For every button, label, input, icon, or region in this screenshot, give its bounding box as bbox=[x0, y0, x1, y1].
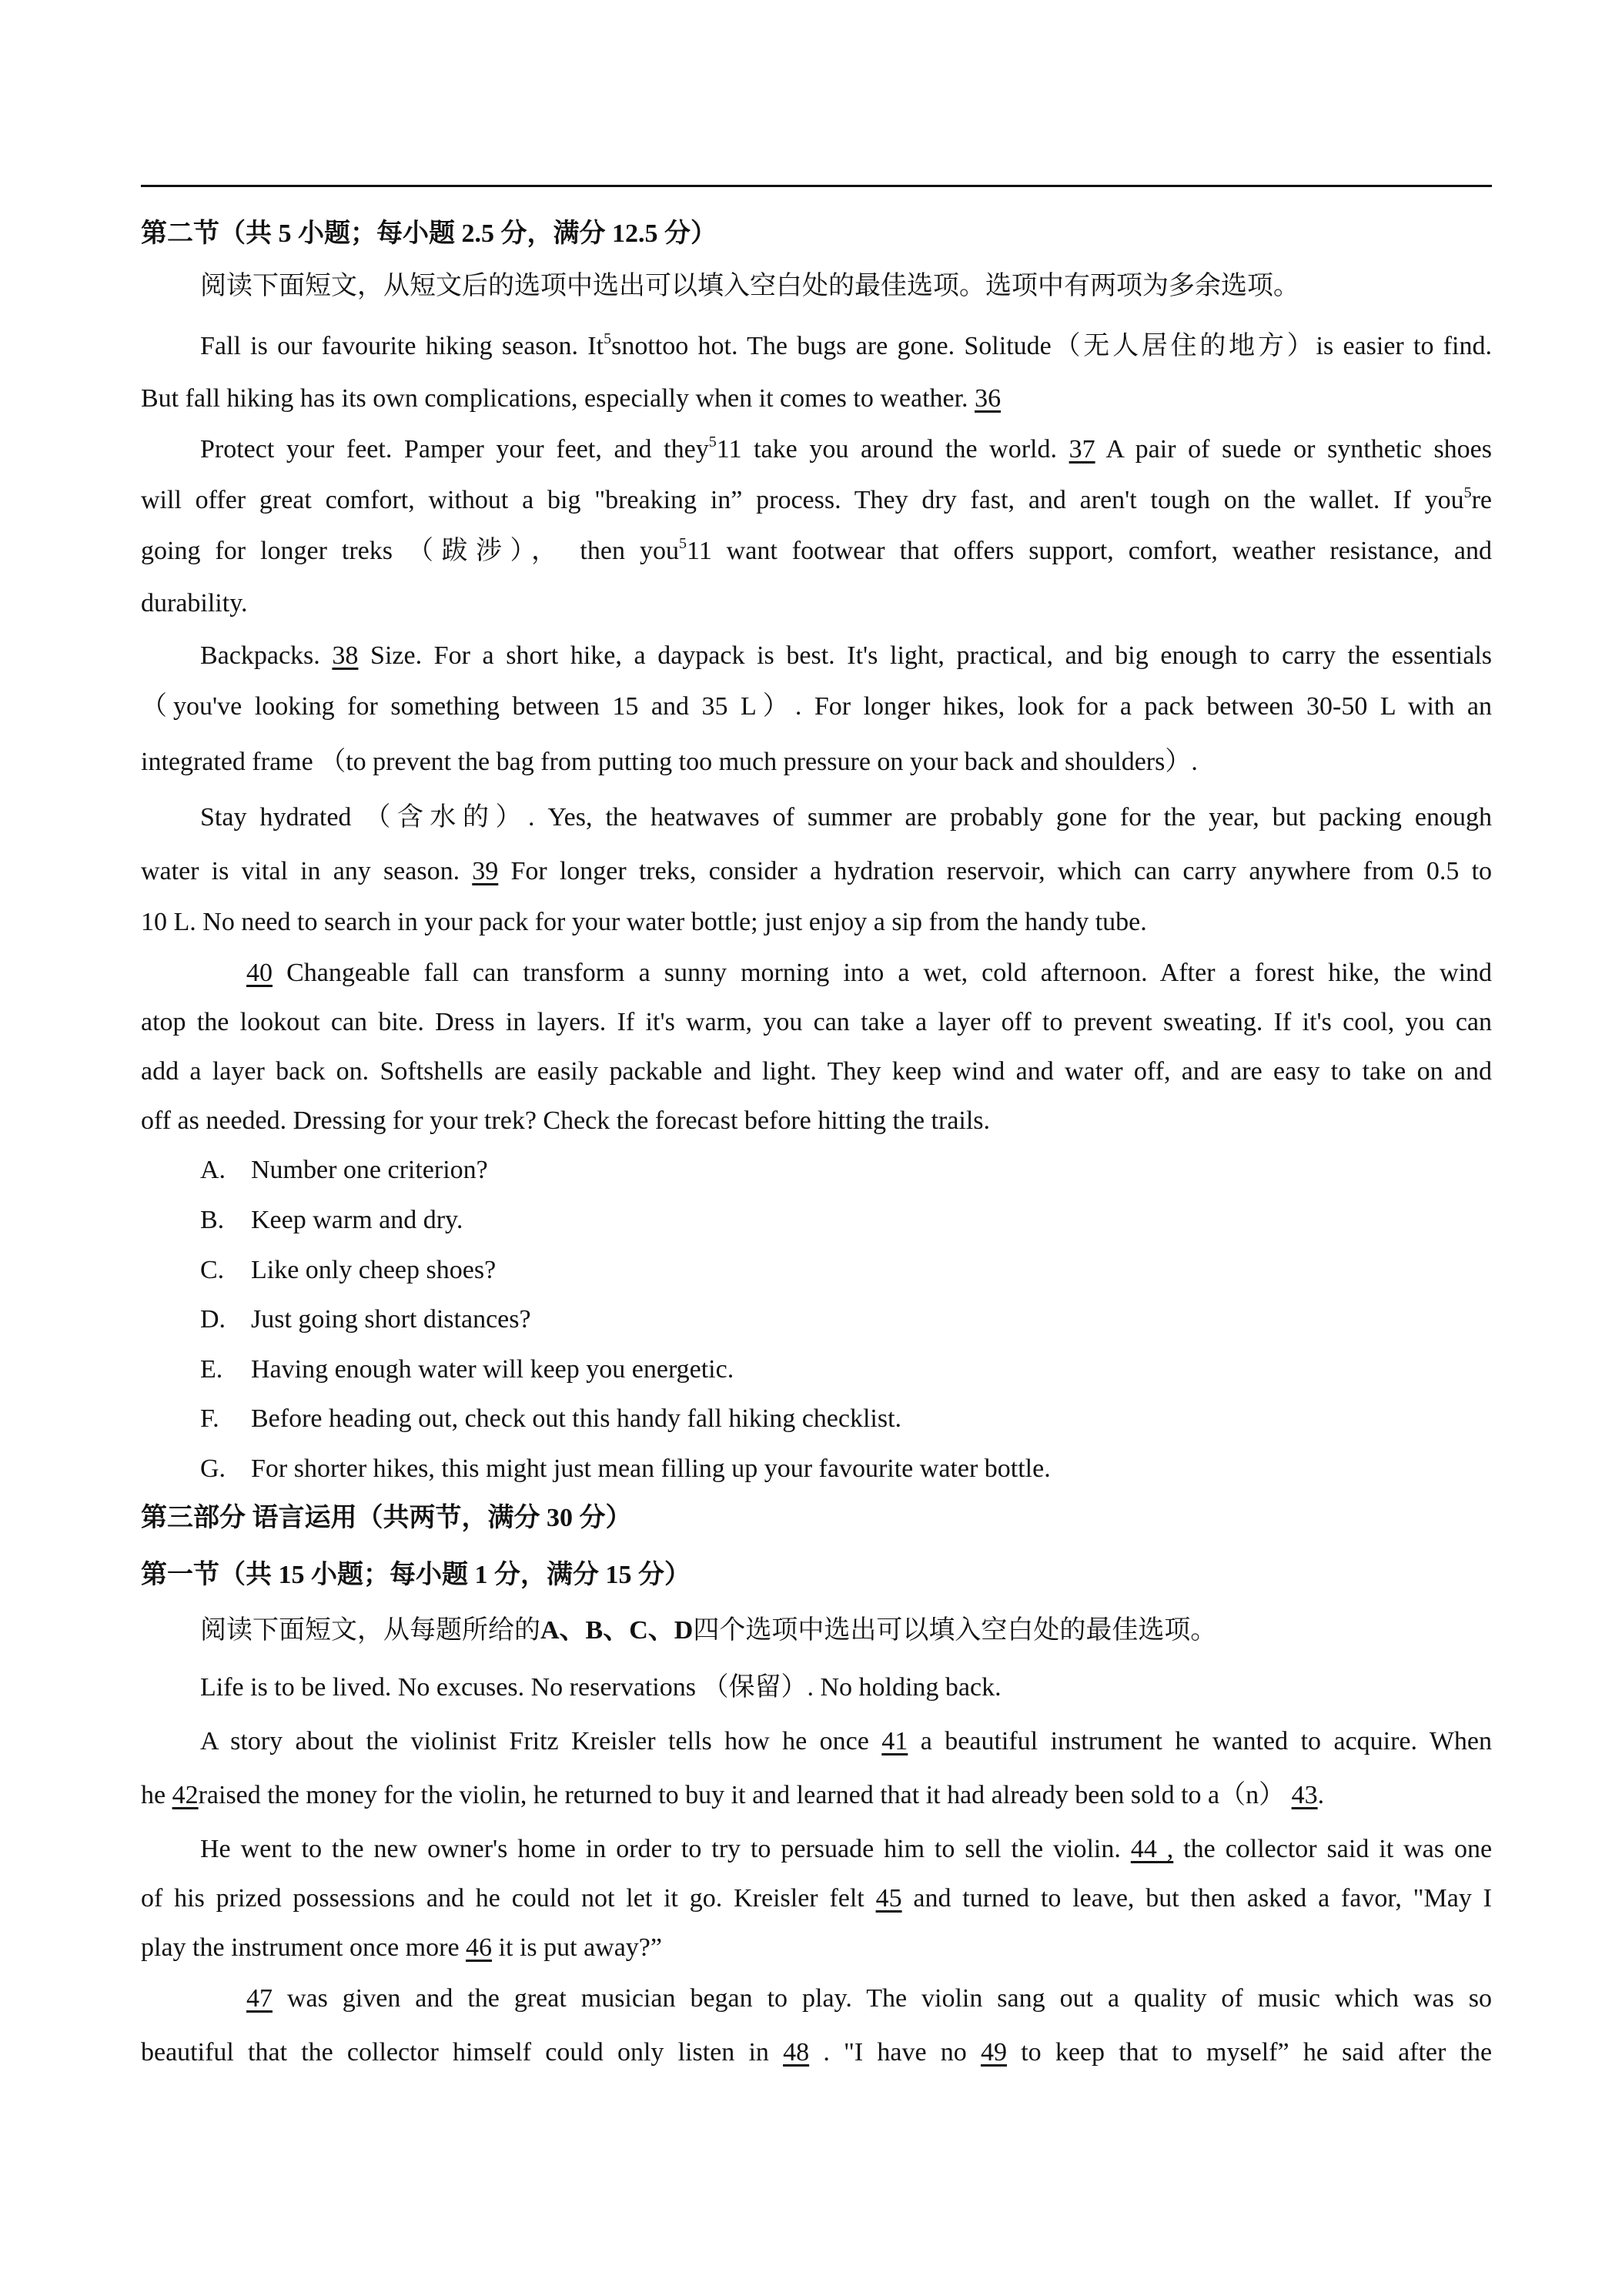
option-f: F. Before heading out, check out this handy fall hiking checklist. bbox=[200, 1404, 902, 1433]
passage2-q3-line1: He went to the new owner's home in order to try to persuade him to sell the violin. 44 , the collector said it was one bbox=[200, 1835, 1493, 1863]
passage2-q2-line2: he 42raised the money for the violin, he returned to buy it and learned that it had already been sold to a（n） 43. bbox=[141, 1781, 1325, 1809]
passage1-p2-line3: going for longer treks （跋涉）， then you$^5$11 want footwear that offers support, comfort, weather resistance, and bbox=[141, 535, 1493, 565]
option-c: C. Like only cheep shoes? bbox=[200, 1256, 497, 1284]
passage1-p3-line2: （you've looking for something between 15 and 35 L）. For longer hikes, look for a pack between 30-50 L with an bbox=[141, 692, 1492, 721]
blank-42: 42 bbox=[172, 1781, 199, 1809]
section1-instructions: 阅读下面短文，从每题所给的A、B、C、D四个选项中选出可以填入空白处的最佳选项。 bbox=[200, 1616, 1217, 1645]
passage1-p2-line4: durability. bbox=[141, 589, 248, 618]
blank-49: 49 bbox=[980, 2038, 1007, 2067]
passage1-p5-line4: off as needed. Dressing for your trek? Check the forecast before hitting the trails. bbox=[141, 1106, 991, 1135]
section1-heading: 第一节（共 15 小题；每小题 1 分，满分 15 分） bbox=[141, 1561, 691, 1589]
passage2-q4-line1: 47 was given and the great musician began to play. The violin sang out a quality of music which was so bbox=[246, 1984, 1493, 2013]
passage2-q3-line2: of his prized possessions and he could not let it go. Kreisler felt 45 and turned to leave, but then asked a favor, "May I bbox=[141, 1884, 1492, 1913]
passage1-p3-line3: integrated frame （to prevent the bag from putting too much pressure on your back and shoulders）. bbox=[141, 748, 1198, 776]
section2-instructions: 阅读下面短文，从短文后的选项中选出可以填入空白处的最佳选项。选项中有两项为多余选项。 bbox=[200, 272, 1299, 300]
option-g: G. For shorter hikes, this might just mean filling up your favourite water bottle. bbox=[200, 1454, 1051, 1483]
blank-45: 45 bbox=[875, 1884, 902, 1913]
blank-47: 47 bbox=[246, 1984, 273, 2013]
passage1-p2-line1: Protect your feet. Pamper your feet, and they$^5$11 take you around the world. 37 A pair of suede or synthetic shoes bbox=[200, 433, 1493, 464]
passage1-p4-line3: 10 L. No need to search in your pack for your water bottle; just enjoy a sip from the handy tube. bbox=[141, 908, 1147, 936]
passage1-p4-line2: water is vital in any season. 39 For longer treks, consider a hydration reservoir, which can carry anywhere from 0.5 to bbox=[141, 857, 1493, 885]
passage1-p5-line1: 40 Changeable fall can transform a sunny morning into a wet, cold afternoon. After a forest hike, the wind bbox=[246, 959, 1493, 987]
part3-heading: 第三部分 语言运用（共两节，满分 30 分） bbox=[141, 1504, 632, 1532]
section2-heading: 第二节（共 5 小题；每小题 2.5 分，满分 12.5 分） bbox=[141, 219, 717, 248]
blank-40: 40 bbox=[246, 959, 273, 987]
blank-37: 37 bbox=[1069, 435, 1095, 464]
blank-38: 38 bbox=[332, 641, 359, 670]
blank-36: 36 bbox=[975, 384, 1002, 413]
passage2-q4-line2: beautiful that the collector himself could only listen in 48 . "I have no 49 to keep that to myself” he said after the bbox=[141, 2038, 1493, 2067]
option-d: D. Just going short distances? bbox=[200, 1305, 531, 1334]
passage1-p1-line2: But fall hiking has its own complications, especially when it comes to weather. 36 bbox=[141, 384, 1002, 413]
blank-44: 44 , bbox=[1130, 1835, 1174, 1863]
blank-43: 43 bbox=[1291, 1781, 1318, 1809]
blank-46: 46 bbox=[466, 1933, 493, 1962]
passage2-q2-line1: A story about the violinist Fritz Kreisler tells how he once 41 a beautiful instrument he wanted to acquire. When bbox=[200, 1727, 1493, 1755]
option-b: B. Keep warm and dry. bbox=[200, 1206, 463, 1234]
passage1-p3-line1: Backpacks. 38 Size. For a short hike, a daypack is best. It's light, practical, and big enough to carry the essentials bbox=[200, 641, 1493, 670]
passage1-p4-line1: Stay hydrated （含水的）. Yes, the heatwaves of summer are probably gone for the year, but packing enough bbox=[200, 803, 1492, 832]
passage1-p5-line3: add a layer back on. Softshells are easily packable and light. They keep wind and water off, and are easy to take on and bbox=[141, 1057, 1492, 1086]
blank-41: 41 bbox=[881, 1727, 908, 1755]
blank-39: 39 bbox=[472, 857, 499, 885]
passage1-p1-line1: Fall is our favourite hiking season. It$^5$snottoo hot. The bugs are gone. Solitude（无人居住的地方）is easier to find. bbox=[200, 330, 1492, 360]
option-a: A. Number one criterion? bbox=[200, 1156, 488, 1184]
passage1-p5-line2: atop the lookout can bite. Dress in layers. If it's warm, you can take a layer off to prevent sweating. If it's cool, you can bbox=[141, 1008, 1492, 1036]
passage2-q3-line3: play the instrument once more 46 it is put away?” bbox=[141, 1933, 662, 1962]
blank-48: 48 bbox=[783, 2038, 810, 2067]
option-e: E. Having enough water will keep you energetic. bbox=[200, 1355, 734, 1384]
top-rule bbox=[141, 185, 1492, 187]
passage1-p2-line2: will offer great comfort, without a big "breaking in” process. They dry fast, and aren't tough on the wallet. If you$^5$re bbox=[141, 484, 1492, 514]
passage2-q1: Life is to be lived. No excuses. No reservations （保留）. No holding back. bbox=[200, 1673, 1002, 1702]
